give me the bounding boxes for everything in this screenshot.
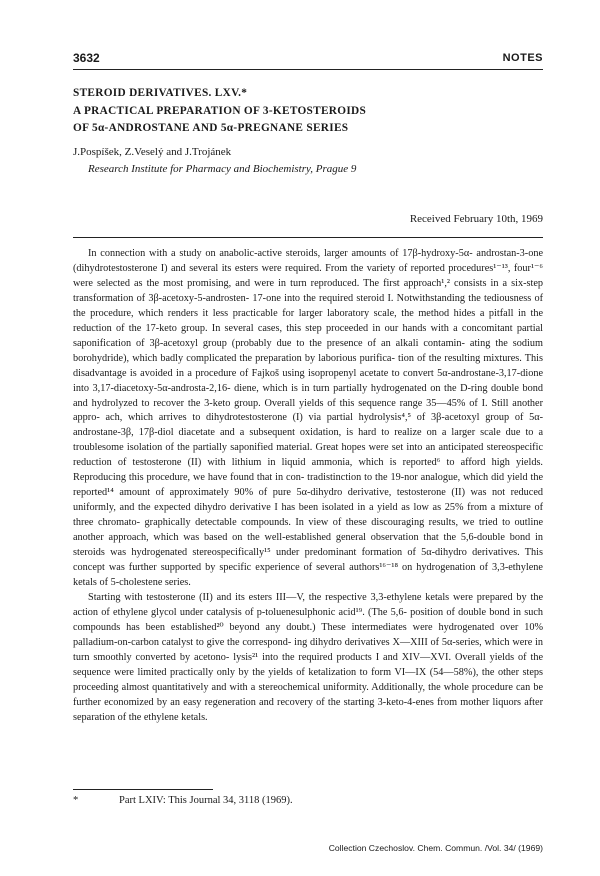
body-line: from mother liquors after separation of the ethylene ketals. — [73, 696, 543, 723]
body-line: of the 17-keto group. In several cases, this step proceeded in our hands with a concomitant — [115, 322, 513, 334]
footnote-divider — [73, 789, 213, 790]
article-title-line-1: A PRACTICAL PREPARATION OF 3-KETOSTEROIDS — [73, 105, 367, 117]
footnote-text: Part LXIV: This Journal 34, 3118 (1969). — [119, 795, 293, 806]
body-line: graphically detectable compounds. In view of these discouraging results, we tried to outline another — [73, 517, 544, 544]
body-line: diene, which is in turn partially hydrogenated on the D-ring double bond and hydrolyzed to — [73, 382, 543, 409]
footnote-mark: * — [73, 795, 79, 806]
body-line: recover the 3-keto group. Overall yields of this sequence range 35—45% of I. Still another appro- — [73, 397, 543, 424]
paragraph-2 — [73, 591, 543, 726]
article-title-line-2: OF 5α-ANDROSTANE AND 5α-PREGNANE SERIES — [73, 122, 349, 134]
body-line: position of double bond in such compounds has been established²⁰ beyond any doubt.) These — [73, 606, 543, 633]
body-line: ating the sodium borohydride), which badly complicated the preparation by laborious purifica- — [73, 337, 543, 364]
body-line: can be further economized by an easy regeneration and recovery of the starting 3-keto-4-enes — [73, 681, 544, 708]
affiliation: Research Institute for Pharmacy and Biochemistry, Prague 9 — [88, 163, 357, 175]
body-line: tradistinction to the 19-nor analogue, which did yield the reported¹⁴ amount of approximately — [73, 472, 543, 499]
body-line: derivatives. This concept was further supported by specific experience of several authors¹⁶⁻¹⁸ — [73, 547, 543, 574]
body-line: scale due to a troublesome isolation of the partially saponified material. Great hopes were set — [73, 427, 543, 454]
body-line: reproduced. The first approach¹,² consists in a six-step transformation of 3β-acetoxy-5-androsten- — [73, 277, 543, 304]
body-line: in steroids was hydrogenated stereospecifically¹⁵ under predominant formation of 5α-dihydro — [73, 532, 543, 559]
body-line: renders it less practicable for larger laboratory scale, the method hides a pitfall in the reduction — [73, 307, 544, 334]
body-line: on hydrogenation of 3,3-ethylene ketals of 5-cholestene series. — [73, 562, 543, 588]
body-line: almost quantitatively and with a stereochemical uniformity. Additionally, the whole procedure — [121, 681, 513, 693]
body-line: androstan-3-one (dihydrotestosterone I) and several its esters were required. From the variety — [73, 248, 544, 274]
body-line: dihydro derivative I has been isolated in a yield as low as 25% from a mixture of three chromato- — [73, 502, 543, 529]
body-line: 90% of pure 5α-dihydro derivative, testosterone (II) was not reduced uniformly, and the expected — [73, 487, 544, 514]
paragraph-1 — [73, 247, 543, 591]
body-line: approach, which was based on the well-established general observation that the 5,6-double bond — [108, 532, 531, 544]
body-line: isopropenyl acetate to convert 5α-androstane-3,17-dione into 3,17-diacetoxy-5α-androsta-2,16- — [73, 367, 543, 394]
authors: J.Pospíšek, Z.Veselý and J.Trojánek — [73, 146, 232, 158]
body-line: of reported procedures¹⁻¹³, four¹⁻⁶ were selected as the most promising, and were in turn — [73, 262, 544, 289]
body-line: into an anticipated stereospecific reduction of testosterone (II) with lithium in liquid ammonia, — [73, 442, 543, 469]
running-title: NOTES — [502, 52, 543, 64]
journal-citation: Collection Czechoslov. Chem. Commun. /Vol. 34/ (1969) — [328, 843, 543, 853]
body-line: ach, which arrives to dihydrotestosterone (I) via partial hydrolysis⁴,⁵ of 3β-acetoxyl group — [105, 412, 510, 424]
body-line: intermediates were hydrogenated over 10% palladium-on-carbon catalyst to give the correspond- — [73, 621, 543, 648]
received-date: Received February 10th, 1969 — [409, 213, 543, 225]
footnote — [73, 795, 293, 806]
body-line: Starting with testosterone (II) and its esters III—V, the respective 3,3-ethylene ketals were — [88, 591, 473, 603]
body-line: 17-one into the required steroid I. Notwithstanding the tediousness of the procedure, which — [73, 292, 544, 319]
body-line: of 5α-androstane-3β, 17β-diol diacetate and a subsequent oxidation, is hard to realize on a larger — [73, 412, 544, 439]
body-line: ing dihydro derivatives X—XIII of 5α-series, which were in turn smoothly converted by acetono- — [73, 636, 544, 663]
article-body — [73, 247, 543, 726]
series-title: STEROID DERIVATIVES. LXV.* — [73, 87, 248, 99]
body-line: In connection with a study on anabolic-active steroids, larger amounts of 17β-hydroxy-5α- — [88, 248, 473, 259]
body-line: lysis²¹ into the required products I and XIV—XVI. Overall yields of the sequence were limited — [73, 651, 544, 678]
page-number: 3632 — [73, 51, 100, 65]
body-line: prepared by the action of ethylene glycol under catalysis of p-toluenesulphonic acid¹⁹. (The 5,6- — [73, 591, 543, 618]
body-line: partial saponification of 3β-acetoxyl group (probably due to the presence of an alkali contamin- — [73, 322, 544, 349]
body-line: practically only by the yields of ketalization to form VI—IX (54—58%), the other steps proceeding — [73, 666, 544, 693]
body-line: tion of the resulting mixtures. This disadvantage is avoided in a procedure of Fajkoš using — [73, 352, 543, 379]
page-header — [73, 51, 543, 70]
header-divider — [73, 237, 543, 238]
body-line: which is reported⁶ to afford high yields. Reproducing this procedure, we have found that in con- — [73, 457, 543, 484]
